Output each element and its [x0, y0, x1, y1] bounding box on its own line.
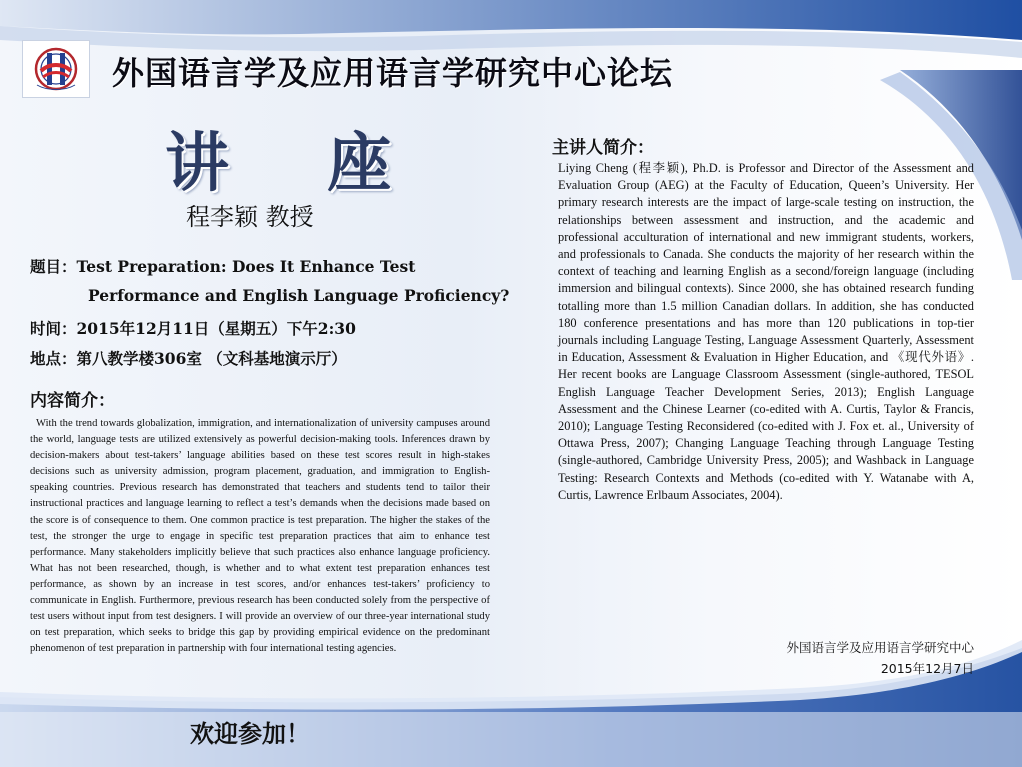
footer-date: 2015年12月7日 [880, 661, 974, 676]
abstract-heading: 内容简介： [30, 391, 115, 411]
speaker-name: 程李颖 教授 [186, 203, 314, 231]
time-value: 2015年12月11日（星期五）下午2:30 [76, 319, 356, 338]
bottom-band-panel [0, 712, 1022, 767]
topic-value-line2: Performance and English Language Proficiency? [88, 286, 510, 305]
footer-organizer: 外国语言学及应用语言学研究中心 [786, 640, 974, 655]
bio-text: Liying Cheng (程李颖), Ph.D. is Professor and Director of the Assessment and Evaluation Group (AEG) at the Faculty of Education, Queen’s University. Her primary research interests are the impact of large-scale testing on instruction, the relationships between assessment and instruction, and the academic and professional acculturation of international and new immigrant students, workers, and professionals to Canada. She conducts the majority of her research within the context of teaching and learning English as a second/foreign language (including immersion and bilingual contexts). Since 2000, she has obtained research funding totalling more than 1.5 million Canadian dollars. In addition, she has conducted 180 conference presentations and has more than 120 publications in top-tier journals including Language Testing, Language Assessment Quarterly, Assessment in Education, Assessment & Evaluation in Higher Education, and 《现代外语》. Her recent books are Language Classroom Assessment (single-authored, TESOL English Language Teacher Development Series, 2013); English Language Assessment and the Chinese Learner (co-edited with A. Curtis, Taylor & Francis, 2010); Language Testing Reconsidered (co-edited with J. Fox et. al., University of Ottawa Press, 2007); Changing Language Teaching through Language Testing (single-authored, Cambridge University Press, 2005); and Washback in Language Testing: Research Contexts and Methods (co-edited with Y. Watanabe with A, Curtis, Lawrence Erlbaum Associates, 2004). [558, 161, 974, 502]
topic-line [30, 255, 415, 277]
topic-value-line1: Test Preparation: Does It Enhance Test [76, 257, 416, 276]
bio-heading: 主讲人简介： [552, 138, 654, 158]
institution-logo [22, 40, 90, 98]
center-logo-icon [23, 41, 89, 97]
topic-line-2 [30, 286, 509, 305]
lecture-title: 讲 座 [165, 127, 430, 201]
time-line [30, 317, 356, 339]
place-line [30, 347, 347, 369]
forum-title: 外国语言学及应用语言学研究中心论坛 [112, 54, 674, 92]
time-label: 时间： [30, 320, 77, 338]
place-value: 第八教学楼306室 （文科基地演示厅） [76, 349, 347, 368]
abstract-text: With the trend towards globalization, immigration, and internationalization of university campuses around the world, language tests are utilized extensively as powerful decision-making tools. Inferences drawn by decision-makers about test-takers’ language abilities based on these test scores result in high-stakes decisions such as university admission, program placement, graduation, and immigration to English-speaking countries. Previous research has demonstrated that teachers and students tend to tailor their instructional practices and language learning to reflect a test’s demands when the decisions made based on the score is of consequence to them. One common practice is test preparation. The higher the stakes of the test, the stronger the urge to engage in specific test preparation practices that aim to enhance test performance. Many stakeholders implicitly believe that such practices also enhance language proficiency. What has not been researched, though, is whether and to what extent test preparation enhances test performance, as shown by an increase in test scores, and/or enhances test-takers’ proficiency to communicate in English. Furthermore, previous research has been conducted solely from the perspective of test users without input from test designers. I will provide an overview of our three-year international study on test preparation, which seeks to bridge this gap by providing empirical evidence on the predominant phenomenon of test preparation in partnership with four international testing agencies. [30, 418, 490, 655]
place-label: 地点： [30, 350, 77, 368]
topic-label: 题目： [30, 258, 77, 276]
welcome-message: 欢迎参加！ [190, 719, 310, 748]
